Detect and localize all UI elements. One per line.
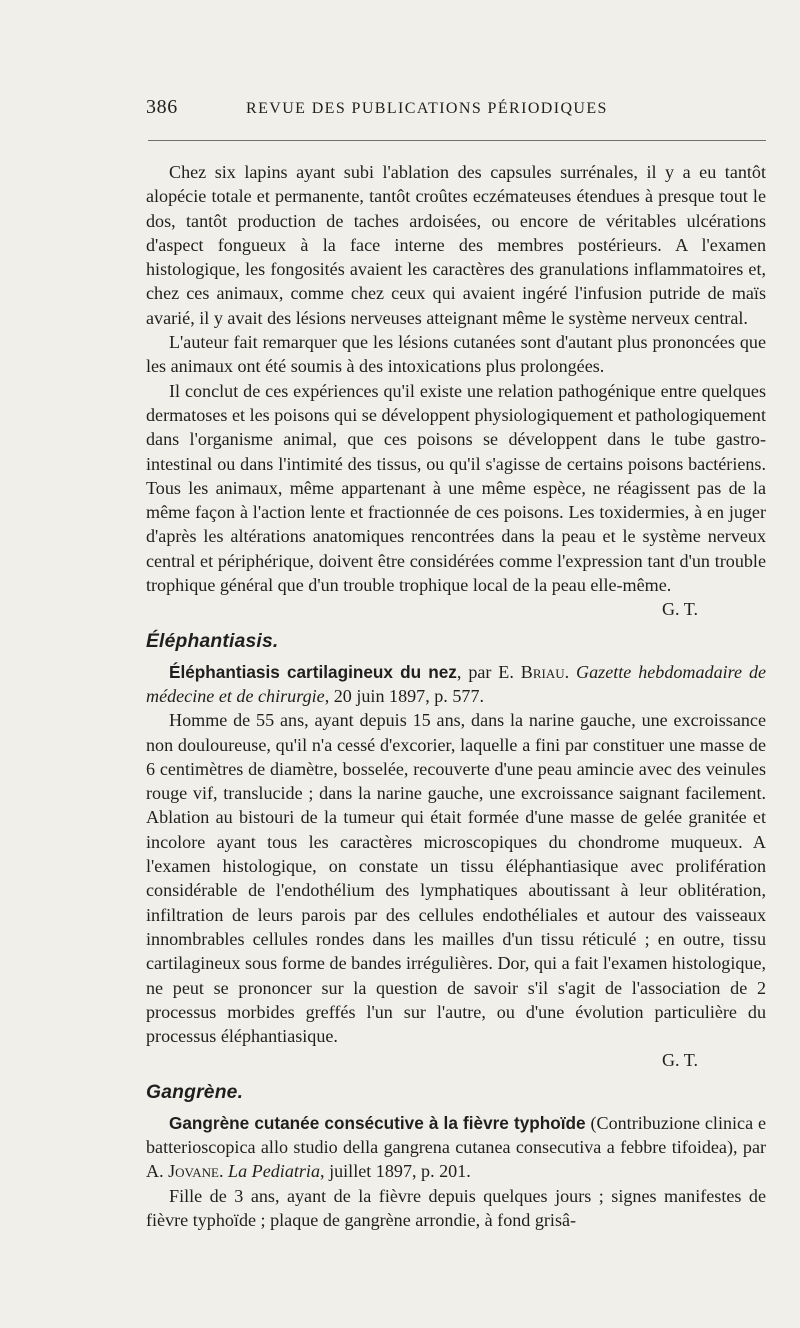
intro-paragraph-1: Chez six lapins ayant subi l'ablation des capsules surrénales, il y a eu tantôt alopécie totale et permanente, tantôt croûtes eczémateuses étendues à presque tout le dos, tantôt production de taches ardoisées, ou encore de véritables ulcérations d'aspect fongueux à la face interne des membres postérieurs. A l'examen histologique, les fongosités avaient les caractères des granulations inflammatoires et, chez ces animaux, comme chez ceux qui avaient ingéré l'infusion putride de maïs avarié, il y avait des lésions nerveuses atteignant même le système nerveux central. bbox=[146, 162, 766, 328]
elephantiasis-citation-rest: , 20 juin 1897, p. 577. bbox=[324, 685, 485, 706]
elephantiasis-signature-line bbox=[146, 1048, 766, 1072]
page-number: 386 bbox=[146, 96, 178, 118]
elephantiasis-citation bbox=[146, 660, 766, 709]
elephantiasis-signature: G. T. bbox=[661, 1050, 698, 1071]
running-title: REVUE DES PUBLICATIONS PÉRIODIQUES bbox=[246, 100, 608, 117]
elephantiasis-byline-mid: . bbox=[564, 661, 577, 682]
gangrene-journal: La Pediatria bbox=[228, 1161, 321, 1182]
gangrene-citation-rest: , juillet 1897, p. 201. bbox=[320, 1161, 471, 1182]
intro-paragraph-3-text: Il conclut de ces expériences qu'il existe une relation pathogénique entre quelques dermatoses et les poisons qui se développent physiologiquement et pathologiquement dans l'organisme animal, que ces poisons se développent dans le tube gastro-intestinal ou dans l'intimité des tissus, ou qu'il s'agisse de certains poisons bactériens. Tous les animaux, même appartenant à une même espèce, ne réagissent pas de la même façon à l'action lente et fractionnée de ces poisons. Les toxidermies, à en juger d'après les altérations anatomiques rencontrées dans la peau et le système nerveux central et périphérique, doivent être considérées comme l'expression tant d'un trouble trophique général que d'un trouble trophique local de la peau elle-même. bbox=[146, 380, 766, 596]
gangrene-body: Fille de 3 ans, ayant de la fièvre depuis quelques jours ; signes manifestes de fièvre typhoïde ; plaque de gangrène arrondie, à fond grisâ- bbox=[146, 1185, 766, 1230]
elephantiasis-author: Briau bbox=[520, 661, 565, 682]
header-rule bbox=[148, 140, 766, 141]
gangrene-subtitle: (Contribuzione clinica e batterioscopica allo studio della gangrena cutanea consecutiva a febbre tifoidea), par A. bbox=[146, 1112, 766, 1182]
section-heading-gangrene: Gangrène. bbox=[146, 1081, 244, 1103]
intro-signature-line bbox=[146, 597, 766, 621]
elephantiasis-body: Homme de 55 ans, ayant depuis 15 ans, dans la narine gauche, une excroissance non douloureuse, qu'il n'a cessé d'excorier, laquelle a fini par constituer une masse de 6 centimètres de diamètre, bosselée, recouverte d'une peau amincie avec des veinules rouge vif, translucide ; dans la narine gauche, une excroissance saignant facilement. Ablation au bistouri de la tumeur qui était formée d'une masse de gelée granitée et incolore ayant tous les caractères microscopiques du chondrome muqueux. A l'examen histologique, on constate un tissu éléphantiasique avec prolifération considérable de l'endothélium des lymphatiques aboutissant à leur oblitération, infiltration de leurs parois par des cellules endothéliales et autour des vaisseaux innombrables cellules rondes dans les mailles d'un tissu réticulé ; en outre, tissu cartilagineux sous forme de bandes irrégulières. Dor, qui a fait l'examen histologique, ne peut se prononcer sur la question de savoir s'il s'agit de l'association de 2 processus morbides greffés l'un sur l'autre, ou d'une évolution particulière du processus éléphantiasique. bbox=[146, 710, 766, 1047]
elephantiasis-article-title: Éléphantiasis cartilagineux du nez bbox=[169, 661, 457, 682]
intro-paragraph-2: L'auteur fait remarquer que les lésions cutanées sont d'autant plus prononcées que les animaux ont été soumis à des intoxications plus prolongées. bbox=[146, 332, 766, 377]
section-heading-elephantiasis: Éléphantiasis. bbox=[146, 630, 279, 652]
elephantiasis-journal: Gazette hebdomadaire de médecine et de chirurgie bbox=[146, 661, 767, 706]
gangrene-author: Jovane bbox=[168, 1161, 219, 1182]
intro-paragraph-3 bbox=[146, 379, 766, 598]
elephantiasis-byline-prefix: , par E. bbox=[456, 661, 521, 682]
gangrene-article-title: Gangrène cutanée consécutive à la fièvre typhoïde bbox=[169, 1112, 586, 1133]
gangrene-citation bbox=[146, 1111, 766, 1184]
page-header bbox=[146, 96, 766, 119]
gangrene-byline-mid: . bbox=[218, 1161, 229, 1182]
intro-signature: G. T. bbox=[661, 599, 698, 620]
